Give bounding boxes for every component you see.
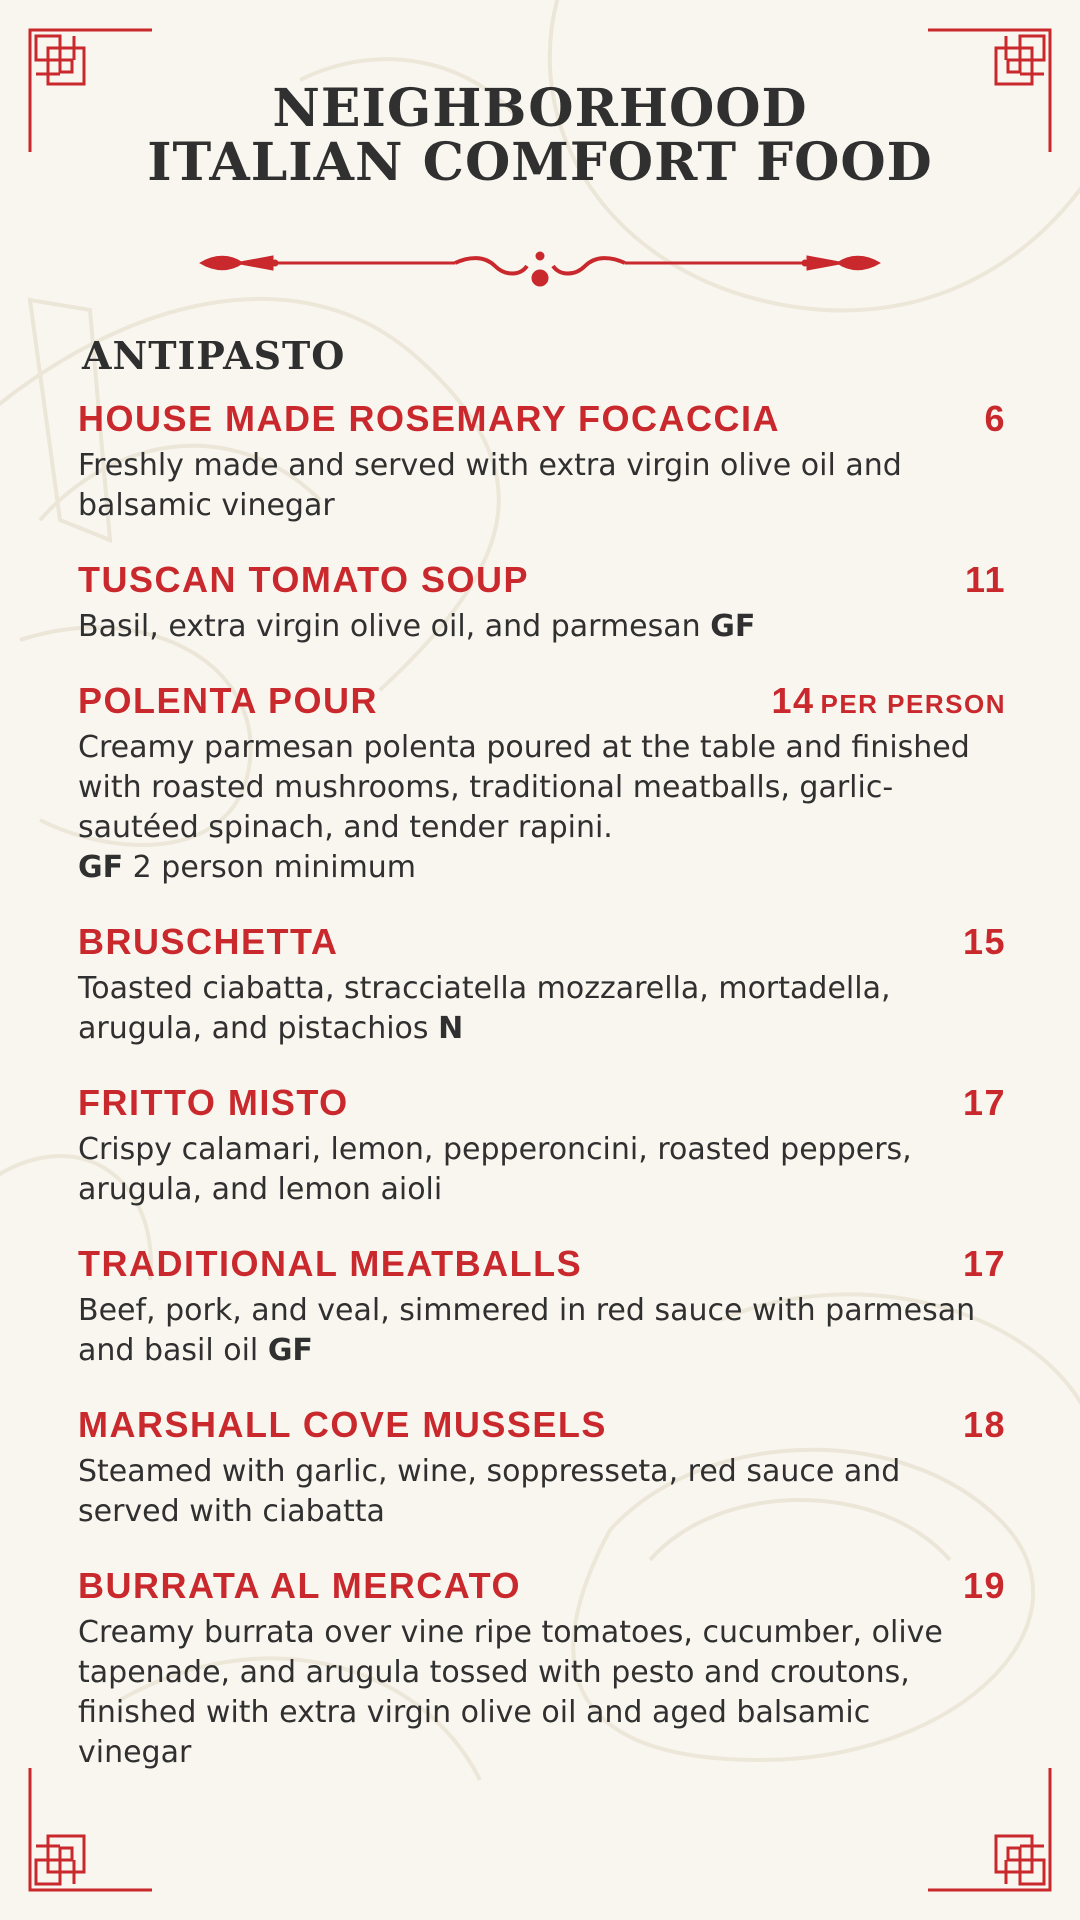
item-name: BURRATA AL MERCATO — [78, 1565, 521, 1606]
dietary-tag: N — [438, 1011, 464, 1046]
menu-item — [78, 398, 1006, 526]
item-description — [78, 1291, 978, 1371]
item-name: TRADITIONAL MEATBALLS — [78, 1243, 583, 1284]
item-price: 19 — [962, 1565, 1006, 1606]
item-price: 11 — [964, 559, 1006, 600]
item-description-text: Crispy calamari, lemon, pepperoncini, roasted peppers, arugula, and lemon aioli — [78, 1132, 912, 1207]
menu-items — [78, 398, 1006, 1806]
item-name: HOUSE MADE ROSEMARY FOCACCIA — [78, 398, 781, 439]
menu-title-line-2: ITALIAN COMFORT FOOD — [147, 132, 933, 193]
item-description — [78, 1130, 978, 1210]
item-description-text: Toasted ciabatta, stracciatella mozzarella, mortadella, arugula, and pistachios — [78, 971, 891, 1046]
item-name: POLENTA POUR — [78, 680, 379, 721]
item-name: FRITTO MISTO — [78, 1082, 349, 1123]
section-heading-antipasto: ANTIPASTO — [82, 333, 346, 378]
item-description — [78, 1452, 978, 1532]
dietary-tag: GF — [267, 1333, 313, 1368]
item-name: BRUSCHETTA — [78, 921, 339, 962]
item-price-group — [771, 680, 1006, 722]
item-description-text: Freshly made and served with extra virgin olive oil and balsamic vinegar — [78, 448, 902, 523]
item-description-text: Steamed with garlic, wine, soppresseta, red sauce and served with ciabatta — [78, 1454, 901, 1529]
item-description-text: Basil, extra virgin olive oil, and parmesan — [78, 609, 701, 644]
menu-item — [78, 1243, 1006, 1371]
item-description-text: Creamy burrata over vine ripe tomatoes, cucumber, olive tapenade, and arugula tossed with pesto and croutons, finished with extra virgin olive oil and aged balsamic vinegar — [78, 1615, 943, 1770]
item-price: 18 — [962, 1404, 1006, 1445]
menu-item — [78, 680, 1006, 888]
dietary-tag: GF — [710, 609, 756, 644]
flourish-divider-icon — [195, 236, 885, 298]
item-price: 17 — [962, 1082, 1006, 1123]
item-price: 15 — [962, 921, 1006, 962]
menu-item — [78, 921, 1006, 1049]
menu-item — [78, 1404, 1006, 1532]
menu-title-line-1: NEIGHBORHOOD — [272, 78, 808, 139]
item-name: MARSHALL COVE MUSSELS — [78, 1404, 607, 1445]
menu-title — [0, 78, 1080, 193]
item-description — [78, 607, 978, 647]
menu-item — [78, 559, 1006, 647]
item-name: TUSCAN TOMATO SOUP — [78, 559, 530, 600]
menu-item — [78, 1082, 1006, 1210]
menu-item — [78, 1565, 1006, 1773]
item-description — [78, 1613, 978, 1773]
dietary-tag: GF — [78, 850, 124, 885]
item-note: 2 person minimum — [132, 850, 417, 885]
item-description-text: Creamy parmesan polenta poured at the table and finished with roasted mushrooms, traditional meatballs, garlic-sautéed spinach, and tender rapini. — [78, 730, 970, 845]
item-price: 14 — [771, 680, 815, 721]
item-description-text: Beef, pork, and veal, simmered in red sauce with parmesan and basil oil — [78, 1293, 976, 1368]
item-description — [78, 969, 978, 1049]
item-description — [78, 728, 978, 888]
item-price: 6 — [984, 398, 1006, 439]
item-description — [78, 446, 978, 526]
item-price: 17 — [962, 1243, 1006, 1284]
item-price-unit: PER PERSON — [820, 689, 1006, 719]
